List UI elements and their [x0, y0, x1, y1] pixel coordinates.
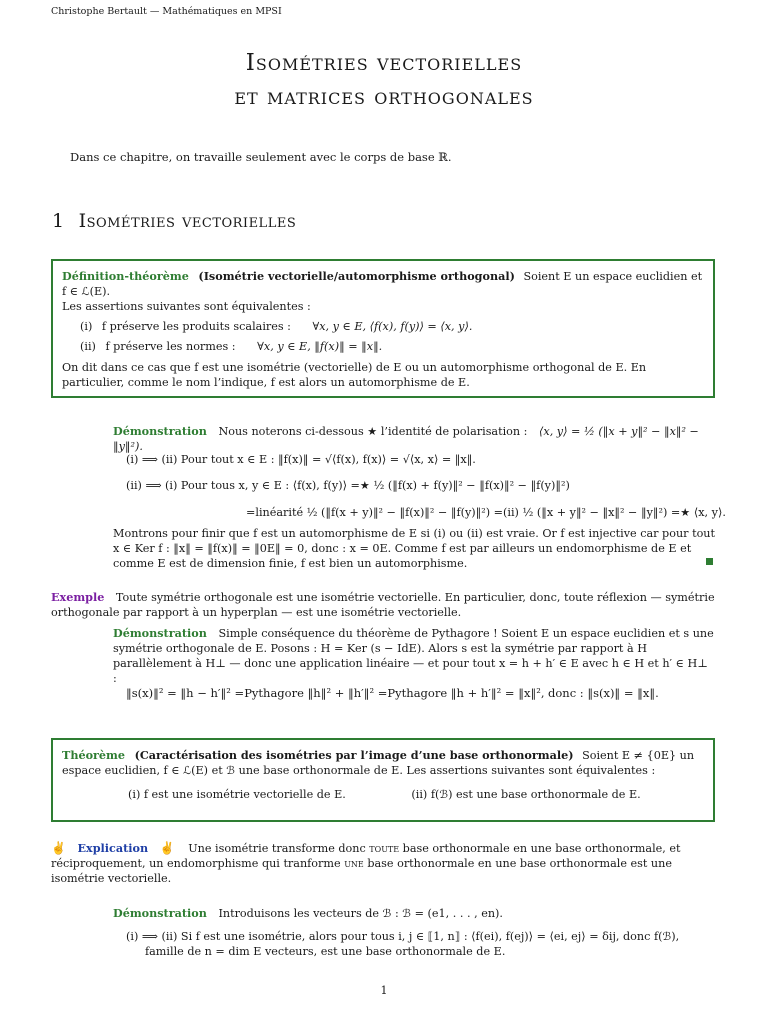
demo-step-ii-i: (ii) ⟹ (i) Pour tous x, y ∈ E : ⟨f(x), f(y)⟩ =★ ½ (‖f(x) + f(y)‖² − ‖f(x)‖² − ‖f(y)‖²) [126, 479, 570, 492]
box-text-1: Soient E un espace euclidien et f ∈ ℒ(E). [62, 270, 703, 298]
page-number: 1 [380, 984, 388, 997]
box-name: (Caractérisation des isométries par l’image d’une base orthonormale) [134, 748, 574, 762]
assertion-ii: (ii) f(ℬ) est une base orthonormale de E. [411, 788, 641, 801]
definition-theorem-box [51, 259, 715, 398]
section-number: 1 [52, 210, 65, 232]
demo-step-i-ii: (i) ⟹ (ii) Pour tout x ∈ E : ‖f(x)‖ = √⟨f(x), f(x)⟩ = √⟨x, x⟩ = ‖x‖. [126, 453, 476, 466]
example-demonstration: Démonstration Simple conséquence du théorème de Pythagore ! Soient E un espace euclidien et s une symétrie orthogonale de E. Posons : H = Ker (s − IdE). Alors s est la symétrie par rapport à H parallèlement à H⊥ — donc une application linéaire — et pour tout x = h + h′ ∈ E avec h ∈ H et h′ ∈ H⊥ : [113, 626, 714, 685]
box-kind: Définition-théorème [62, 269, 189, 283]
demo-conclusion: Montrons pour finir que f est un automorphisme de E si (i) ou (ii) est vraie. Or f est injective car pour tout x ∈ Ker f : ‖x‖ = ‖f(x)‖ = ‖0E‖ = 0, donc : x = 0E. Comme f est par ailleurs un endomorphisme de E et comme E est de dimension finie, f est bien un automorphisme. [113, 527, 715, 570]
demo2-step-i-ii: (i) ⟹ (ii) Si f est une isométrie, alors pour tous i, j ∈ ⟦1, n⟧ : ⟨f(ei), f(ej)⟩ = ⟨ei, ej⟩ = δij, donc f(ℬ), [126, 930, 680, 943]
box-kind: Théorème [62, 748, 126, 762]
pythagore-conclusion: donc : ‖s(x)‖ = ‖x‖. [548, 686, 659, 700]
demonstration-1: Démonstration Nous noterons ci-dessous ★ l’identité de polarisation : ⟨x, y⟩ = ½ (‖x + y‖² − ‖x‖² − ‖y‖²). [113, 424, 699, 453]
title-line-2: et matrices orthogonales [234, 84, 534, 110]
explication: ✌ Explication ✌ Une isométrie transforme donc toute base orthonormale en une base orthonormale, et réciproquement, un endomorphisme qui tranforme une base orthonormale en une base orthonormale est une isométrie vectorielle. [51, 841, 681, 885]
intro-paragraph: Dans ce chapitre, on travaille seulement avec le corps de base ℝ. [70, 150, 452, 164]
box-name: (Isométrie vectorielle/automorphisme orthogonal) [198, 269, 515, 283]
polarization-identity: ⟨x, y⟩ = ½ (‖x + y‖² − ‖x‖² − ‖y‖²). [113, 425, 699, 453]
section-title: Isométries vectorielles [78, 210, 297, 232]
example [51, 590, 715, 620]
example-text: Toute symétrie orthogonale est une isométrie vectorielle. En particulier, donc, toute réflexion — symétrie orthogonale par rapport à un hyperplan — est une isométrie vectorielle. [51, 591, 715, 619]
box-text-2: Les assertions suivantes sont équivalentes : [62, 300, 311, 313]
hand-icon: ✌ [51, 841, 66, 855]
title-line-1: Isométries vectorielles [245, 50, 523, 76]
box-conclusion: On dit dans ce cas que f est une isométrie (vectorielle) de E ou un automorphisme orthogonal de E. En particulier, comme le nom l’indique, f est alors un automorphisme de E. [62, 361, 647, 389]
section-heading [52, 210, 296, 232]
explication-label: Explication [77, 841, 149, 855]
assertion-i: (i) f préserve les produits scalaires : ∀x, y ∈ E, ⟨f(x), f(y)⟩ = ⟨x, y⟩. [80, 320, 473, 333]
demonstration-2: Démonstration Introduisons les vecteurs de ℬ : ℬ = (e1, . . . , en). [113, 906, 503, 920]
hand-icon: ✌ [159, 841, 175, 855]
demo2-step-i-ii-continued: famille de n = dim E vecteurs, est une base orthonormale de E. [145, 945, 506, 958]
box-text: Soient E ≠ {0E} un espace euclidien, f ∈ ℒ(E) et ℬ une base orthonormale de E. Les assertions suivantes sont équivalentes : [62, 749, 695, 777]
assertion-i: (i) f est une isométrie vectorielle de E. [128, 788, 346, 801]
assertion-ii: (ii) f préserve les normes : ∀x, y ∈ E, ‖f(x)‖ = ‖x‖. [80, 340, 383, 353]
demo-label: Démonstration [113, 424, 207, 438]
demo-step-ii-i-continued: =linéarité ½ (‖f(x + y)‖² − ‖f(x)‖² − ‖f(y)‖²) =(ii) ½ (‖x + y‖² − ‖x‖² − ‖y‖²) =★ ⟨x, y⟩. [246, 506, 726, 519]
pythagore-formula: ‖s(x)‖² = ‖h − h′‖² =Pythagore ‖h‖² + ‖h′‖² =Pythagore ‖h + h′‖² = ‖x‖², [126, 686, 545, 700]
running-header: Christophe Bertault — Mathématiques en MPSI [51, 6, 282, 17]
example-label: Exemple [51, 590, 105, 604]
theorem-box [51, 738, 715, 822]
qed-square-icon [706, 558, 713, 565]
document-title [0, 46, 768, 114]
demo-label: Démonstration [113, 626, 207, 640]
demo-label: Démonstration [113, 906, 207, 920]
